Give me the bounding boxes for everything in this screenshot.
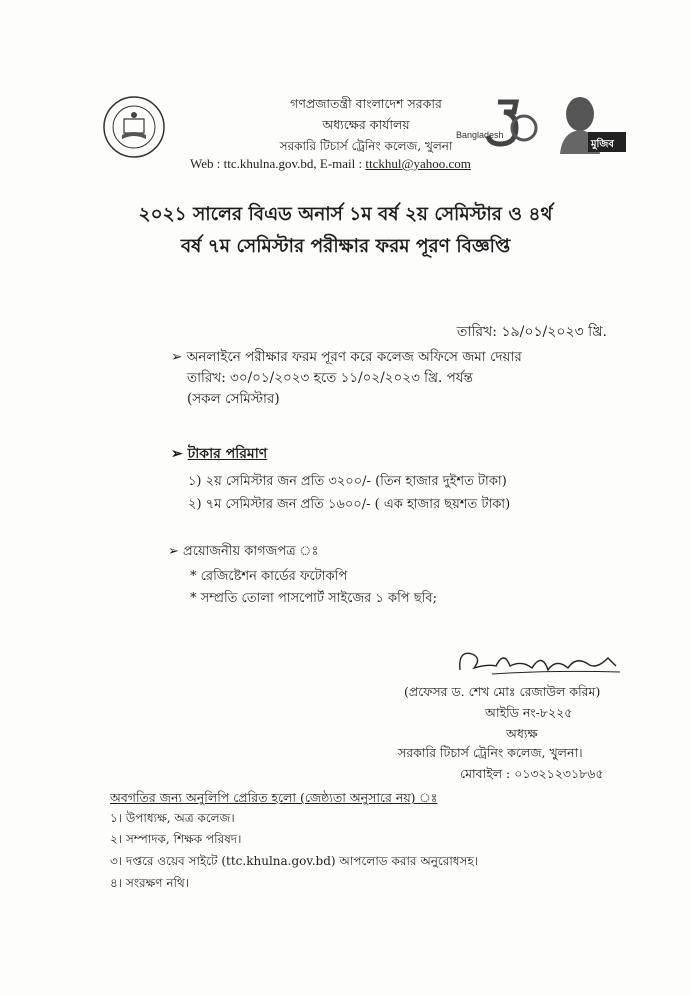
notice-title-line1: ২০২১ সালের বিএড অনার্স ১ম বর্ষ ২য় সেমিস্টার ও ৪র্থ: [138, 204, 553, 225]
mujib-logo-label: মুজিব: [591, 139, 614, 150]
cc-heading: অবগতির জন্য অনুলিপি প্রেরিত হলো (জেষ্ঠ্যতা অনুসারে নয়) ঃ: [110, 790, 438, 805]
arrow-icon: ➢: [171, 446, 183, 462]
notice-title-line2: বর্ষ ৭ম সেমিস্টার পরীক্ষার ফরম পূরণ বিজ্ঞপ্তি: [180, 236, 511, 257]
cc-item: ২। সম্পাদক, শিক্ষক পরিষদ।: [110, 832, 242, 846]
fee-item-7th-semester: ২) ৭ম সেমিস্টার জন প্রতি ১৬০০/- ( এক হাজার ছয়শত টাকা): [188, 497, 511, 512]
arrow-icon: ➢: [171, 349, 183, 365]
document-text1: রেজিষ্টেশন কার্ডের ফটোকপি: [200, 569, 348, 584]
signatory-id: আইডি নং-৮২২৫: [485, 705, 573, 720]
signatory-org: সরকারি টিচার্স ট্রেনিং কলেজ, খুলনা।: [398, 745, 583, 760]
required-documents-heading: [168, 542, 318, 563]
document-item-registration: [190, 567, 347, 588]
header-contact: [190, 156, 471, 172]
header-government: গণপ্রজাতন্ত্রী বাংলাদেশ সরকার: [290, 96, 442, 111]
header-office: অধ্যক্ষের কার্যালয়: [322, 117, 410, 132]
cc-item: ৩। দপ্তরে ওয়েব সাইটে (ttc.khulna.gov.bd) আপলোড করার অনুরোধসহ।: [110, 854, 479, 868]
document-text2: সম্প্রতি তোলা পাসপোর্ট সাইজের ১ কপি ছবি;: [200, 591, 437, 606]
signatory-title: অধ্যক্ষ: [506, 726, 538, 741]
deadline-line3: (সকল সেমিস্টার): [187, 391, 280, 407]
web-text: Web : ttc.khulna.gov.bd, E-mail :: [190, 156, 366, 171]
document-item-photo: [190, 589, 437, 610]
fee-item-2nd-semester: ১) ২য় সেমিস্টার জন প্রতি ৩২০০/- (তিন হাজার দুইশত টাকা): [188, 474, 507, 489]
college-logo: [102, 95, 166, 159]
form-fillup-deadline: [171, 347, 631, 410]
notice-date: তারিখ: ১৯/০১/২০২৩ খ্রি.: [456, 324, 607, 340]
deadline-line1: [171, 347, 631, 368]
mujib-year-logo: [552, 92, 628, 154]
star-icon: *: [190, 569, 197, 584]
cc-item: ৪। সংরক্ষণ নথি।: [110, 876, 190, 890]
bangladesh-50-logo: [454, 92, 538, 154]
arrow-icon: ➢: [168, 544, 179, 559]
fee-amount-heading: [171, 442, 267, 466]
signatory-mobile: মোবাইল : ০১৩২১২৩১৮৬৫: [460, 766, 604, 781]
handwritten-signature: [452, 644, 622, 684]
email-link[interactable]: ttckhul@yahoo.com: [365, 156, 471, 171]
cc-item: ১। উপাধ্যক্ষ, অত্র কলেজ।: [110, 811, 235, 825]
signatory-name: (প্রফেসর ড. শেখ মোঃ রেজাউল করিম): [404, 684, 601, 699]
deadline-text1: অনলাইনে পরীক্ষার ফরম পূরণ করে কলেজ অফিসে জমা দেয়ার: [186, 349, 522, 365]
fee-heading-text: টাকার পরিমাণ: [187, 446, 268, 462]
star-icon: *: [190, 591, 197, 606]
header-college: সরকারি টিচার্স ট্রেনিং কলেজ, খুলনা: [279, 139, 453, 153]
deadline-line2: তারিখ: ৩০/০১/২০২৩ হতে ১১/০২/২০২৩ খ্রি. পর্যন্ত: [187, 370, 473, 386]
documents-heading-text: প্রয়োজনীয় কাগজপত্র ঃ: [183, 544, 319, 559]
logo-50-label: Bangladesh: [456, 130, 504, 140]
